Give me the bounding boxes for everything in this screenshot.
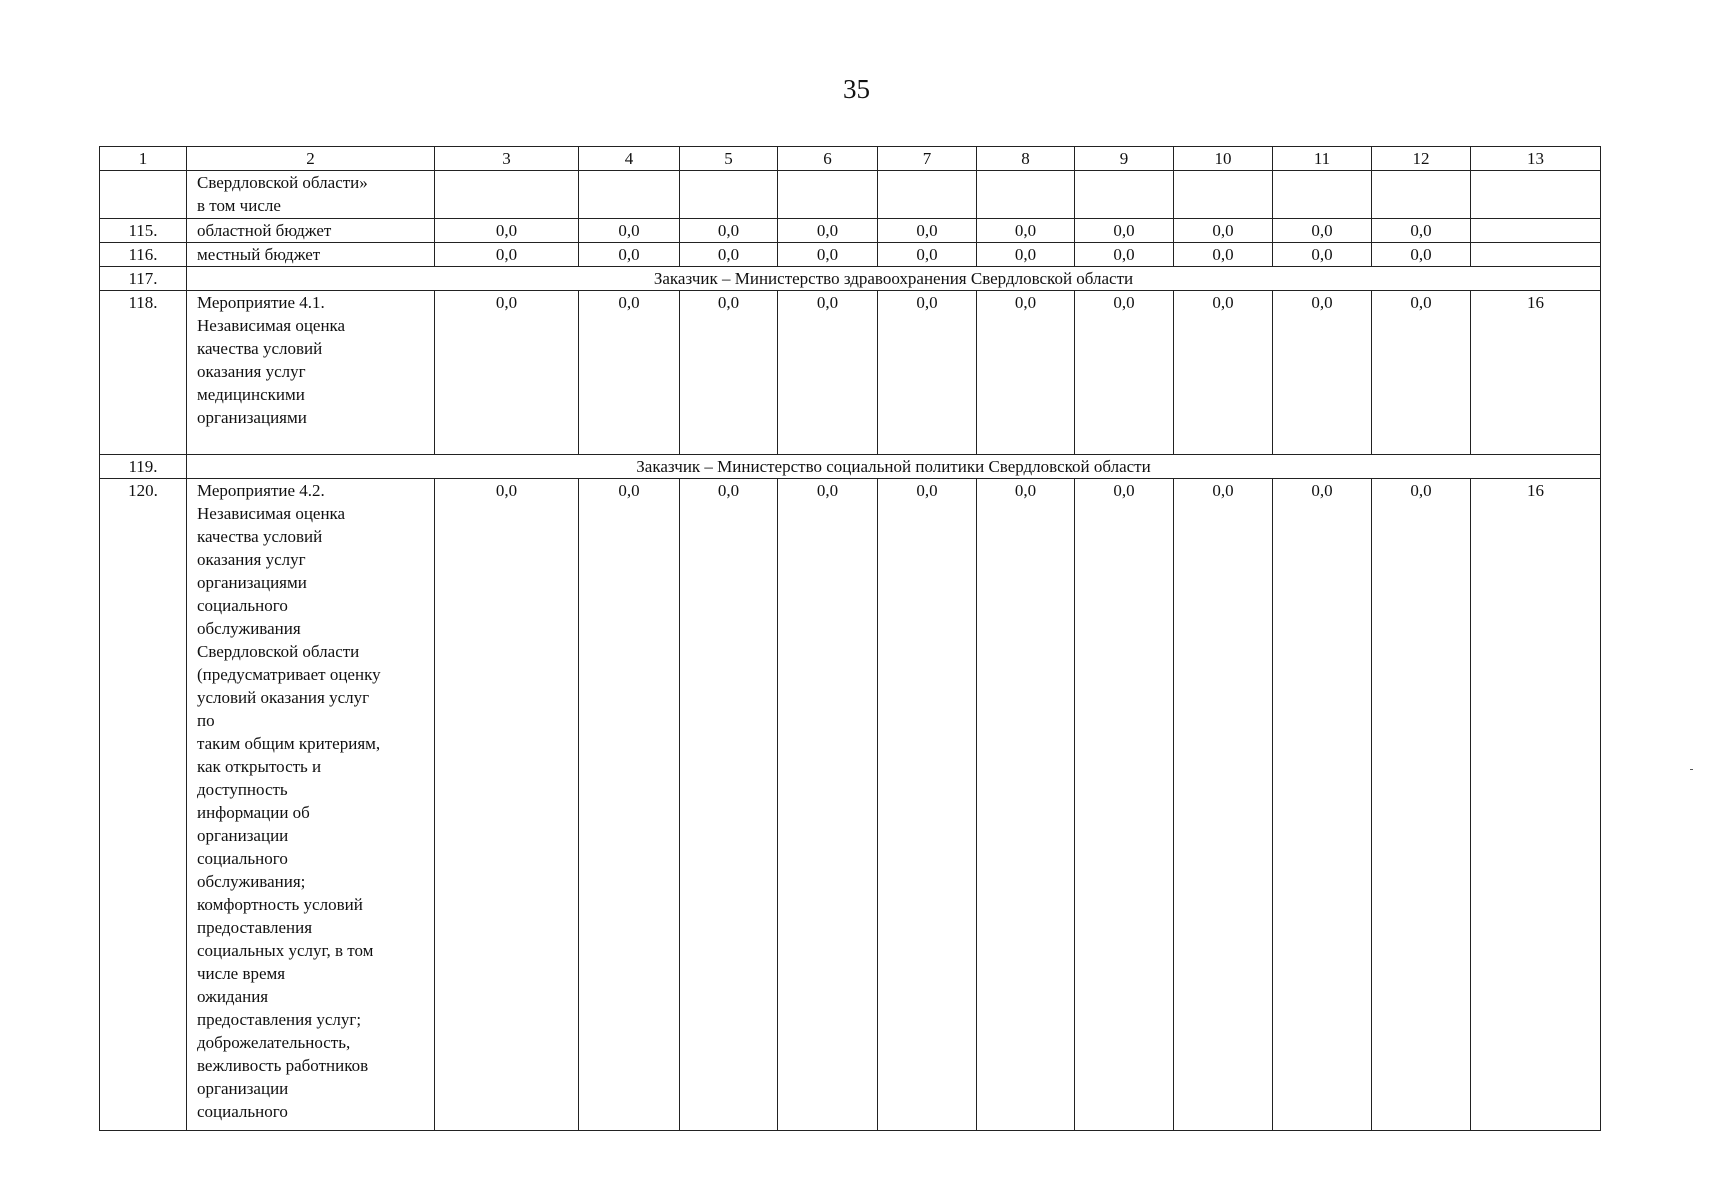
column-header: 2 [187,147,435,171]
value-cell: 0,0 [878,291,977,455]
value-cell: 0,0 [1075,479,1174,1131]
row-name: Мероприятие 4.2. Независимая оценка качества условий оказания услуг организациями социального обслуживания Свердловской области (предусматривает оценку условий оказания услуг по таким общим критериям, как открытость и доступность информации об организации социального обслуживания; комфортность условий предоставления социальных услуг, в том числе время ожидания предоставления услуг; доброжелательность, вежливость работников организации социального [187,479,435,1131]
value-cell: 0,0 [977,291,1075,455]
column-header: 9 [1075,147,1174,171]
column-header: 13 [1471,147,1601,171]
value-cell: 0,0 [977,479,1075,1131]
row-number: 116. [100,243,187,267]
column-header: 11 [1273,147,1372,171]
value-cell: 0,0 [1273,243,1372,267]
value-cell: 0,0 [435,479,579,1131]
value-cell: 0,0 [878,479,977,1131]
value-cell: 0,0 [1273,479,1372,1131]
value-cell: 0,0 [1174,219,1273,243]
value-cell: 0,0 [680,243,778,267]
page-number: 35 [843,74,870,104]
row-number: 120. [100,479,187,1131]
target-cell [1471,219,1601,243]
value-cell: 0,0 [1273,219,1372,243]
value-cell: 0,0 [977,219,1075,243]
value-cell: 0,0 [778,479,878,1131]
customer-section-heading: Заказчик – Министерство здравоохранения Свердловской области [187,267,1601,291]
column-header-row [100,147,1601,171]
column-header: 7 [878,147,977,171]
value-cell: 0,0 [579,219,680,243]
column-header: 1 [100,147,187,171]
column-header: 10 [1174,147,1273,171]
table-row-118 [100,291,1601,455]
value-cell: 0,0 [1372,291,1471,455]
value-cell: 0,0 [1075,291,1174,455]
column-header: 8 [977,147,1075,171]
value-cell: 0,0 [680,219,778,243]
row-name: местный бюджет [187,243,435,267]
value-cell: 0,0 [1174,479,1273,1131]
budget-table [99,146,1601,1131]
target-cell: 16 [1471,479,1601,1131]
value-cell: 0,0 [1174,243,1273,267]
row-number: 115. [100,219,187,243]
row-name: Мероприятие 4.1. Независимая оценка качества условий оказания услуг медицинскими организациями [187,291,435,455]
row-number: 119. [100,455,187,479]
value-cell: 0,0 [1075,243,1174,267]
row-name: Свердловской области» в том числе [187,171,435,219]
value-cell: 0,0 [579,291,680,455]
table-row-120 [100,479,1601,1131]
table-row-119 [100,455,1601,479]
column-header: 5 [680,147,778,171]
value-cell: 0,0 [1075,219,1174,243]
value-cell: 0,0 [878,243,977,267]
value-cell: 0,0 [778,243,878,267]
value-cell: 0,0 [1372,243,1471,267]
column-header: 4 [579,147,680,171]
table-row-continued [100,171,1601,219]
row-number: 118. [100,291,187,455]
value-cell: 0,0 [778,291,878,455]
target-cell [1471,243,1601,267]
table-row-116 [100,243,1601,267]
value-cell: 0,0 [878,219,977,243]
value-cell: 0,0 [680,479,778,1131]
value-cell: 0,0 [435,291,579,455]
target-cell: 16 [1471,291,1601,455]
value-cell: 0,0 [1372,479,1471,1131]
value-cell: 0,0 [579,243,680,267]
value-cell: 0,0 [680,291,778,455]
column-header: 6 [778,147,878,171]
column-header: 3 [435,147,579,171]
value-cell: 0,0 [435,243,579,267]
value-cell: 0,0 [435,219,579,243]
customer-section-heading: Заказчик – Министерство социальной политики Свердловской области [187,455,1601,479]
scan-speck [1690,769,1693,770]
table-row-117 [100,267,1601,291]
table-row-115 [100,219,1601,243]
value-cell: 0,0 [579,479,680,1131]
value-cell: 0,0 [1372,219,1471,243]
value-cell: 0,0 [778,219,878,243]
value-cell: 0,0 [1273,291,1372,455]
row-number [100,171,187,219]
value-cell: 0,0 [977,243,1075,267]
row-number: 117. [100,267,187,291]
value-cell: 0,0 [1174,291,1273,455]
column-header: 12 [1372,147,1471,171]
row-name: областной бюджет [187,219,435,243]
